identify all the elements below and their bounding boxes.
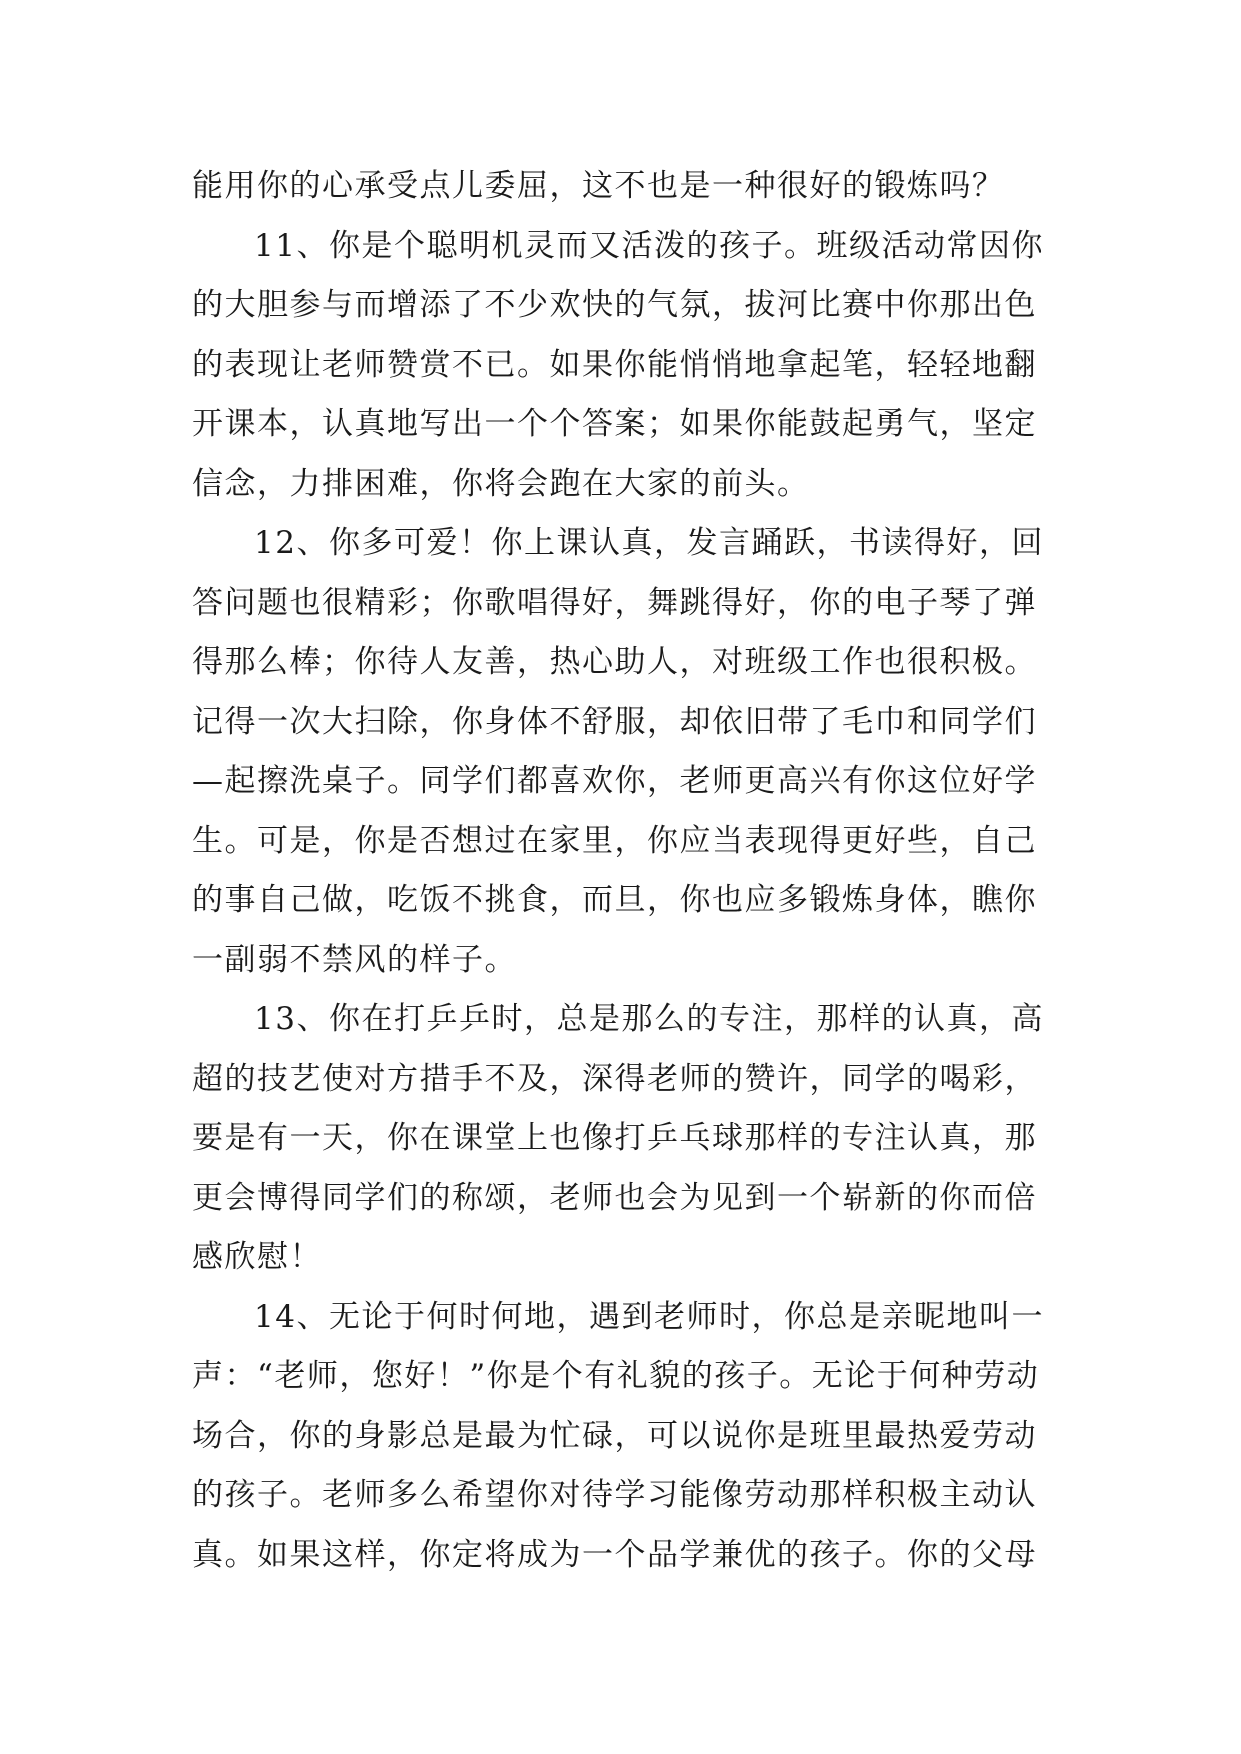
text-line: 能用你的心承受点儿委屈，这不也是一种很好的锻炼吗？ (192, 168, 1005, 204)
text-line: 记得一次大扫除，你身体不舒服，却依旧带了毛巾和同学们 (192, 703, 1037, 740)
text-line: 12、你多可爱！你上课认真，发言踊跃，书读得好，回 (254, 525, 1044, 561)
text-line: 要是有一天，你在课堂上也像打乒乓球那样的专注认真，那 (192, 1120, 1037, 1156)
text-line: 真。如果这样，你定将成为一个品学兼优的孩子。你的父母 (192, 1536, 1037, 1573)
text-line: —起擦洗桌子。同学们都喜欢你，老师更高兴有你这位好学 (192, 763, 1037, 799)
text-line: 信念，力排困难，你将会跑在大家的前头。 (192, 465, 810, 502)
text-line: 13、你在打乒乒时，总是那么的专注，那样的认真，高 (254, 1001, 1044, 1037)
paragraph-comment-11 (192, 217, 1072, 515)
paragraph-comment-12 (192, 514, 1072, 990)
text-line: 答问题也很精彩；你歌唱得好，舞跳得好，你的电子琴了弹 (192, 584, 1037, 621)
text-line: 的事自己做，吃饭不挑食，而旦，你也应多锻炼身体，瞧你 (192, 882, 1037, 918)
text-line: 一副弱不禁风的样子。 (192, 941, 517, 978)
text-line: 开课本，认真地写出一个个答案；如果你能鼓起勇气，坚定 (192, 406, 1037, 442)
text-line: 声：“老师，您好！”你是个有礼貌的孩子。无论于何种劳动 (192, 1358, 1040, 1394)
text-line: 场合，你的身影总是最为忙碌，可以说你是班里最热爱劳动 (192, 1417, 1037, 1454)
paragraph-comment-14 (192, 1288, 1072, 1586)
paragraph-continuation (192, 157, 1072, 217)
text-line: 超的技艺使对方措手不及，深得老师的赞许，同学的喝彩， (192, 1060, 1037, 1097)
text-line: 感欣慰！ (192, 1239, 322, 1275)
paragraph-comment-13 (192, 990, 1072, 1288)
text-line: 的表现让老师赞赏不已。如果你能悄悄地拿起笔，轻轻地翻 (192, 346, 1037, 383)
text-line: 生。可是，你是否想过在家里，你应当表现得更好些，自己 (192, 822, 1037, 859)
document-body (192, 157, 1072, 1585)
text-line: 的大胆参与而增添了不少欢快的气氛，拔河比赛中你那出色 (192, 287, 1037, 323)
text-line: 得那么棒；你待人友善，热心助人，对班级工作也很积极。 (192, 644, 1037, 680)
text-line: 的孩子。老师多么希望你对待学习能像劳动那样积极主动认 (192, 1477, 1037, 1513)
text-line: 更会博得同学们的称颂，老师也会为见到一个崭新的你而倍 (192, 1179, 1037, 1216)
text-line: 14、无论于何时何地，遇到老师时，你总是亲昵地叫一 (254, 1298, 1044, 1335)
text-line: 11、你是个聪明机灵而又活泼的孩子。班级活动常因你 (254, 227, 1044, 264)
